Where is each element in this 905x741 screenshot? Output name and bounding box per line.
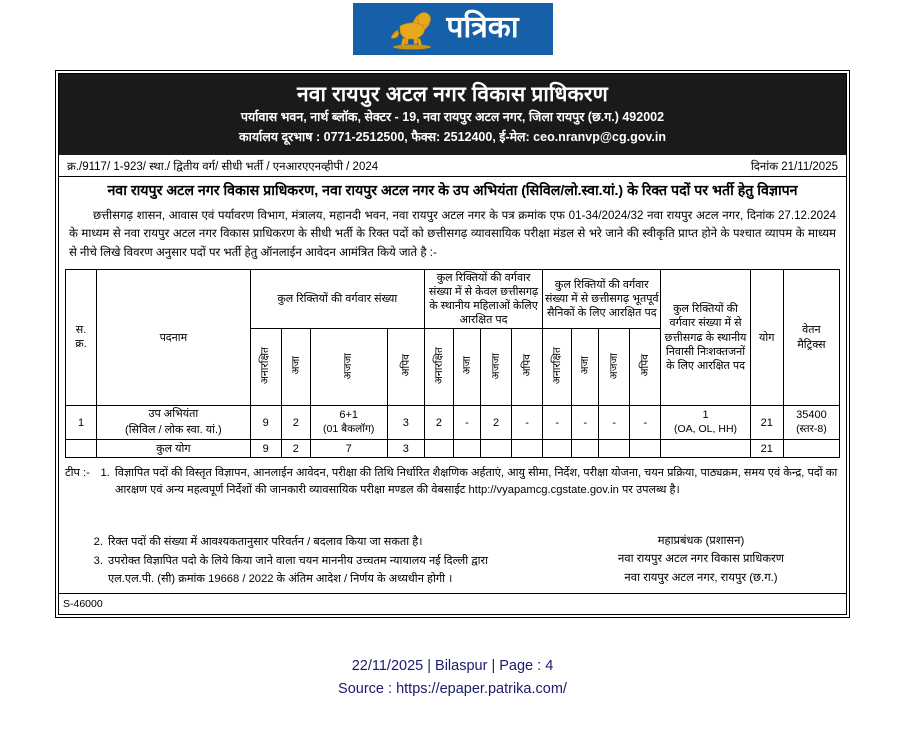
cell-grand-total-sc: 2 bbox=[281, 440, 310, 458]
cell-grand-total-obc: 3 bbox=[387, 440, 424, 458]
header-cat-ex-st: अजजा bbox=[599, 329, 630, 406]
note-3-number: 3. bbox=[93, 555, 103, 568]
organization-header bbox=[59, 74, 846, 155]
note-3-text: उपरोक्त विज्ञापित पदो के लिये किया जाने वाला चयन माननीय उच्चतम न्यायालय नई दिल्ली द्वारा एल.एल.पी. (सी) क्रमांक 19668 / 2022 के अंतिम आदेश / निर्णय के अध्यधीन होगी । bbox=[108, 555, 489, 585]
note-item-2 bbox=[87, 534, 519, 551]
advertisement-notice bbox=[55, 70, 850, 618]
organization-contact-line: कार्यालय दूरभाष : 0771-2512500, फैक्स: 2512400, ई-मेल: ceo.nranvp@cg.gov.in bbox=[239, 129, 666, 144]
cell-grand-pay bbox=[783, 440, 839, 458]
notes-section bbox=[59, 458, 846, 503]
cell-ex-unreserved: - bbox=[543, 406, 572, 440]
epaper-footer bbox=[0, 655, 905, 701]
bottom-divider bbox=[59, 593, 846, 594]
cell-women-sc: - bbox=[454, 406, 481, 440]
header-group-exservicemen-reserved: कुल रिक्तियों की वर्गवार संख्या में से छत्तीसगढ़ भूतपूर्व सैनिकों के लिए आरक्षित पद bbox=[543, 269, 661, 328]
cell-women-st: 2 bbox=[480, 406, 511, 440]
table-total-row bbox=[66, 440, 840, 458]
header-cat-women-sc: अजा bbox=[454, 329, 481, 406]
notice-headline: नवा रायपुर अटल नगर विकास प्राधिकरण, नवा रायपुर अटल नगर के उप अभियंता (सिविल/लो.स्वा.यां.) के रिक्त पदों पर भर्ती हेतु विज्ञापन bbox=[107, 183, 798, 200]
cell-total-obc: 3 bbox=[387, 406, 424, 440]
notes-bottom-section bbox=[59, 534, 519, 590]
cell-grand-total-unreserved: 9 bbox=[250, 440, 281, 458]
brand-wordmark: पत्रिका bbox=[446, 10, 519, 44]
cell-grand-disabled bbox=[661, 440, 750, 458]
reference-number: क्र./9117/ 1-923/ स्था./ द्वितीय वर्ग/ सीधी भर्ती / एनआरएएनव्हीपी / 2024 bbox=[67, 161, 379, 174]
cell-women-unreserved: 2 bbox=[424, 406, 453, 440]
notice-date: दिनांक 21/11/2025 bbox=[750, 161, 838, 174]
note-item-3 bbox=[87, 553, 519, 588]
header-cat-total-obc: अपिव bbox=[387, 329, 424, 406]
reference-row bbox=[59, 155, 846, 177]
cell-grand-ex-unreserved bbox=[543, 440, 572, 458]
cell-total-unreserved: 9 bbox=[250, 406, 281, 440]
cell-pay-matrix: 35400 (स्तर-8) bbox=[783, 406, 839, 440]
note-2-text: रिक्त पदों की संख्या में आवश्यकतानुसार परिवर्तन / बदलाव किया जा सकता है। bbox=[108, 535, 423, 548]
cell-ex-sc: - bbox=[572, 406, 599, 440]
cell-grand-ex-st bbox=[599, 440, 630, 458]
cell-serial-number: 1 bbox=[66, 406, 97, 440]
signature-block bbox=[566, 532, 836, 588]
table-row bbox=[66, 406, 840, 440]
cell-row-total: 21 bbox=[750, 406, 783, 440]
note-1-number: 1. bbox=[100, 467, 110, 480]
lion-icon bbox=[386, 8, 440, 50]
header-cat-women-st: अजजा bbox=[480, 329, 511, 406]
note-1-text: विज्ञापित पदों की विस्तृत विज्ञापन, आनलाईन आवेदन, परीक्षा की तिथि निर्धारित शैक्षणिक अर्हताएं, आयु सीमा, निर्देश, परीक्षा योजना, चयन प्रक्रिया, पाठ्यक्रम, समय एवं केन्द्र, पदों का आरक्षण एवं अन्य महत्वपूर्ण निर्देशों की जानकारी व्यावसायिक परीक्षा मण्डल की वेबसाईट http://vyapamcg.cgstate.gov.in पर उपलब्ध है। bbox=[114, 467, 838, 497]
cell-grand-women-obc bbox=[512, 440, 543, 458]
cell-grand-ex-obc bbox=[630, 440, 661, 458]
patrika-logo bbox=[353, 3, 553, 55]
signature-organization: नवा रायपुर अटल नगर विकास प्राधिकरण bbox=[617, 553, 785, 566]
signature-location: नवा रायपुर अटल नगर, रायपुर (छ.ग.) bbox=[624, 572, 778, 585]
cell-total-sc: 2 bbox=[281, 406, 310, 440]
cell-grand-ex-sc bbox=[572, 440, 599, 458]
table-header-row-groups bbox=[66, 269, 840, 328]
advertisement-code: S-46000 bbox=[63, 598, 103, 610]
cell-post-name: उप अभियंता (सिविल / लोक स्वा. यां.) bbox=[97, 406, 251, 440]
organization-address-line1: पर्यावास भवन, नार्थ ब्लॉक, सेक्टर - 19, नवा रायपुर अटल नगर, जिला रायपुर (छ.ग.) 492002 bbox=[240, 110, 665, 125]
cell-grand-women-sc bbox=[454, 440, 481, 458]
note-item-1 bbox=[65, 465, 838, 499]
note-2-number: 2. bbox=[93, 535, 103, 548]
notice-body-paragraph: छत्तीसगढ़ शासन, आवास एवं पर्यावरण विभाग, मंत्रालय, महानदी भवन, नवा रायपुर अटल नगर के पत्र क्रमांक एफ 01-34/2024/32 नवा रायपुर अटल नगर, दिनांक 27.12.2024 के माध्यम से नवा रायपुर अटल नगर विकास प्राधिकरण के सीधी भर्ती के रिक्त पदों को छत्तीसगढ़ व्यावसायिक परीक्षा मंडल से भरे जाने की स्वीकृति प्राप्त होने के पश्चात व्यापम के माध्यम से नीचे लिखे विवरण अनुसार पदों पर भर्ती हेतु ऑनलाईन आवेदन आमंत्रित किये जाते है :- bbox=[69, 208, 836, 260]
header-cat-women-unreserved: अनारक्षित bbox=[424, 329, 453, 406]
masthead bbox=[0, 0, 905, 58]
cell-ex-obc: - bbox=[630, 406, 661, 440]
cell-grand-total-st: 7 bbox=[310, 440, 387, 458]
cell-women-obc: - bbox=[512, 406, 543, 440]
header-pay-matrix: वेतन मैट्रिक्स bbox=[783, 269, 839, 405]
cell-ex-st: - bbox=[599, 406, 630, 440]
header-serial-number: स. क्र. bbox=[66, 269, 97, 405]
notes-tip-label: टीप :- bbox=[65, 467, 90, 480]
header-cat-total-sc: अजा bbox=[281, 329, 310, 406]
cell-grand-total: 21 bbox=[750, 440, 783, 458]
header-post-name: पदनाम bbox=[97, 269, 251, 405]
header-cat-women-obc: अपिव bbox=[512, 329, 543, 406]
header-cat-ex-obc: अपिव bbox=[630, 329, 661, 406]
signature-designation: महाप्रबंधक (प्रशासन) bbox=[657, 534, 745, 547]
cell-grand-women-st bbox=[480, 440, 511, 458]
header-cat-total-unreserved: अनारक्षित bbox=[250, 329, 281, 406]
header-group-disabled-reserved: कुल रिक्तियों की वर्गवार संख्या में से छत्तीसगढ के स्थानीय निवासी निःशक्तजनों के लिए आरक्षित पद bbox=[661, 269, 750, 405]
header-group-women-reserved: कुल रिक्तियों की वर्गवार संख्या में से केवल छत्तीसगढ़ के स्थानीय महिलाओं केलिए आरक्षित पद bbox=[424, 269, 542, 328]
vacancy-table bbox=[65, 269, 840, 459]
cell-grand-total-label: कुल योग bbox=[97, 440, 251, 458]
footer-source-line: Source : https://epaper.patrika.com/ bbox=[338, 681, 567, 698]
header-cat-ex-sc: अजा bbox=[572, 329, 599, 406]
header-group-total-vacancies: कुल रिक्तियों की वर्गवार संख्या bbox=[250, 269, 424, 328]
footer-edition-line: 22/11/2025 | Bilaspur | Page : 4 bbox=[351, 658, 554, 674]
header-cat-total-st: अजजा bbox=[310, 329, 387, 406]
organization-title: नवा रायपुर अटल नगर विकास प्राधिकरण bbox=[296, 83, 609, 106]
vacancy-table-wrapper bbox=[59, 269, 846, 459]
notice-inner-frame bbox=[58, 73, 847, 615]
cell-disabled-reserved: 1 (OA, OL, HH) bbox=[661, 406, 750, 440]
cell-total-blank-sno bbox=[66, 440, 97, 458]
cell-grand-women-unreserved bbox=[424, 440, 453, 458]
header-cat-ex-unreserved: अनारक्षित bbox=[543, 329, 572, 406]
cell-total-st: 6+1 (01 बैकलॉग) bbox=[310, 406, 387, 440]
header-total: योग bbox=[750, 269, 783, 405]
